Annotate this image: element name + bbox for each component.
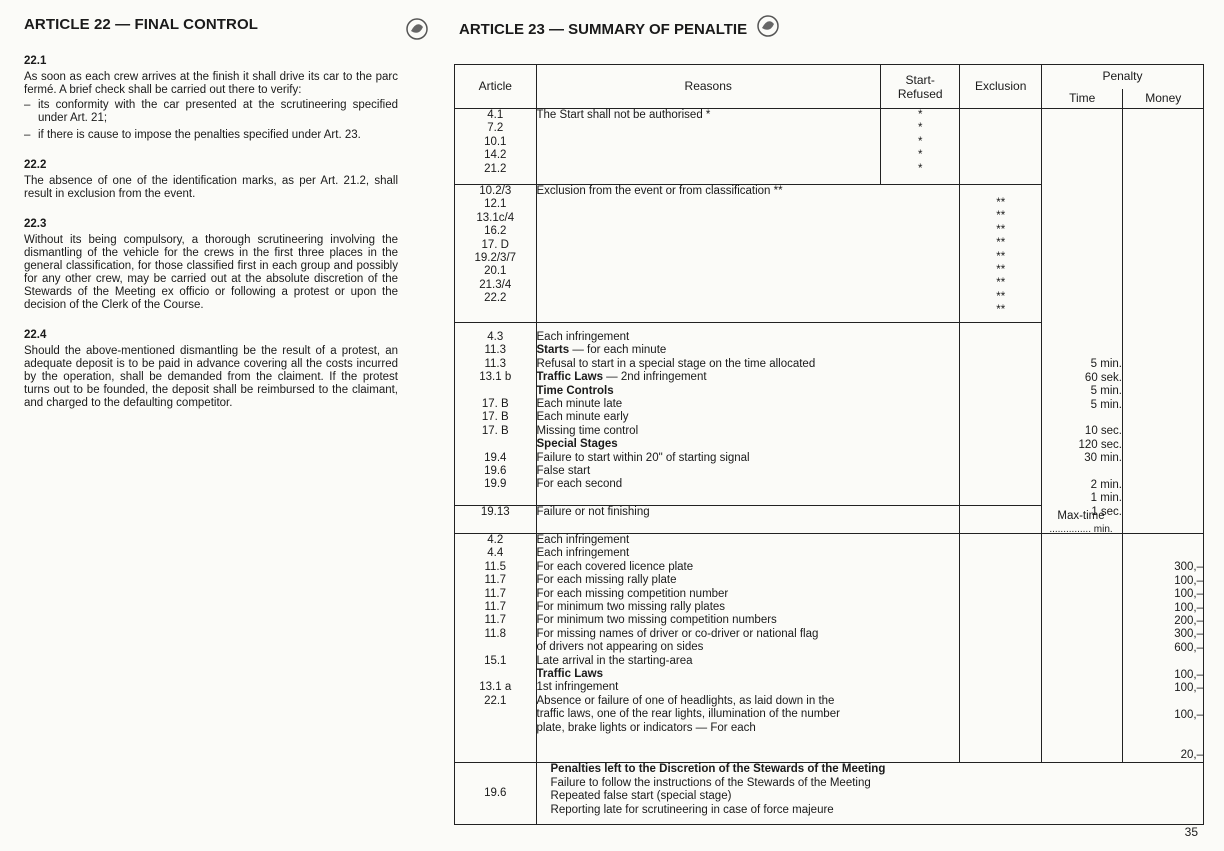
article-ref: 11.3 xyxy=(484,357,507,370)
article-ref: 21.2 xyxy=(484,162,507,175)
reason-text: 1st infringement xyxy=(536,681,619,694)
reason-text xyxy=(537,398,960,411)
mark: * xyxy=(917,162,923,175)
article-ref: 11.7 xyxy=(484,587,507,600)
time-value xyxy=(1044,412,1122,425)
money-value xyxy=(1123,736,1203,749)
reason-text: For minimum two missing rally plates xyxy=(536,601,726,614)
time-value: 2 min. xyxy=(1090,478,1122,491)
article-ref xyxy=(455,668,536,681)
header-start-refused: Start- Refused xyxy=(880,65,959,109)
section-22-2 xyxy=(24,159,398,201)
mark: ** xyxy=(996,277,1006,290)
reason-heading: Penalties left to the Discretion of the Stewards of the Meeting xyxy=(550,763,886,776)
header-reasons: Reasons xyxy=(536,65,880,109)
article-ref: 12.1 xyxy=(484,198,507,211)
article-ref: 20.1 xyxy=(484,265,507,278)
header-row xyxy=(455,65,1204,89)
reason-text: Each infringement xyxy=(536,547,630,560)
article-cell xyxy=(455,185,537,323)
article-ref: 11.7 xyxy=(484,601,507,614)
reason-text xyxy=(537,411,960,424)
section-heading: 22.1 xyxy=(24,55,47,67)
reason-label: Refusal to start in a special stage on the time allocated xyxy=(536,357,816,370)
article-ref: 17. B xyxy=(481,424,509,437)
article-ref: 21.3/4 xyxy=(479,278,512,291)
article-ref: 4.3 xyxy=(487,331,504,343)
section-text: Without its being compulsory, a thorough scrutineering involving the dismantling of the vehicle for the crews in the first three places in the general classification, for those classified first in each group and possibly for any other crew, may be carried out at the absolute discretion of the Stewards of the Meeting ex officio or following a protest or upon the decision of the Clerk of the Course. xyxy=(24,234,398,311)
reason-text xyxy=(537,344,960,357)
money-cell xyxy=(1123,534,1204,763)
reason-text xyxy=(537,358,960,371)
reason-label: Traffic Laws xyxy=(536,371,603,384)
page-number: 35 xyxy=(1184,825,1198,839)
article-ref: 15.1 xyxy=(484,654,507,667)
article-ref: 19.9 xyxy=(484,478,507,491)
reason-text: For minimum two missing competition numbers xyxy=(536,614,777,627)
article-ref: 10.1 xyxy=(484,135,507,148)
bullet-item: – its conformity with the car presented at the scrutineering specified under Art. 21; xyxy=(24,99,398,125)
reason-label: False start xyxy=(536,464,591,477)
exclusion-cell xyxy=(960,323,1042,506)
reason-text xyxy=(537,478,960,491)
article-ref: 11.7 xyxy=(484,614,507,627)
article-ref: 13.1c/4 xyxy=(476,211,515,224)
bullet-item: – if there is cause to impose the penalties specified under Art. 23. xyxy=(24,129,398,142)
money-value: 100,– xyxy=(1174,668,1203,681)
max-time-min: ............... min. xyxy=(1049,524,1113,535)
reason-text: Failure or not finishing xyxy=(536,506,650,519)
article-cell xyxy=(455,109,537,185)
article-ref: 17. D xyxy=(481,238,509,251)
exclusion-cell xyxy=(960,506,1042,534)
money-value: 600,– xyxy=(1174,641,1203,654)
article-ref: 4.4 xyxy=(487,547,504,560)
article-ref xyxy=(455,708,536,721)
reason-text xyxy=(537,331,960,344)
time-value: 1 min. xyxy=(1090,492,1122,505)
reason-label: Special Stages xyxy=(536,438,618,451)
mark: ** xyxy=(996,237,1006,250)
time-values xyxy=(1044,345,1122,519)
reason-text: For missing names of driver or co-driver or national flag xyxy=(536,627,819,640)
reason-text: Each infringement xyxy=(536,534,630,547)
reason-text: Traffic Laws xyxy=(536,667,603,680)
rally-emblem-icon xyxy=(755,13,781,39)
table-row xyxy=(455,763,1204,825)
section-heading: 22.4 xyxy=(24,329,47,341)
reason-label: Each minute late xyxy=(536,397,623,410)
money-value: 100,– xyxy=(1174,681,1203,694)
reason-text xyxy=(537,492,960,505)
time-value: 5 min. xyxy=(1090,398,1122,411)
max-time-cell xyxy=(1040,510,1122,536)
money-value: 100,– xyxy=(1174,574,1203,587)
article-cell xyxy=(455,323,537,506)
article-ref: 13.1 a xyxy=(479,681,512,694)
reason-text: Absence or failure of one of headlights, as laid down in the xyxy=(536,694,835,707)
money-value: 300,– xyxy=(1174,628,1203,641)
article-ref: 22.1 xyxy=(484,694,507,707)
time-value: 5 min. xyxy=(1090,358,1122,371)
money-value xyxy=(1123,722,1203,735)
article-ref: 16.2 xyxy=(484,225,507,238)
section-heading: 22.3 xyxy=(24,218,47,230)
article-ref: 11.5 xyxy=(484,560,507,573)
article-ref: 17. B xyxy=(481,411,509,424)
article-ref: 19.6 xyxy=(484,464,507,477)
article-ref: 17. B xyxy=(481,397,509,410)
mark: * xyxy=(917,122,923,135)
article-ref: 11.7 xyxy=(484,574,507,587)
article-ref xyxy=(455,641,536,654)
header-article: Article xyxy=(455,65,537,109)
section-text: Should the above-mentioned dismantling be the result of a protest, an adequate deposit is to be paid in advance covering all the costs incurred by the operation, shall be demanded from the claiment. If the protest turns out to be founded, the deposit shall be reimbursed to the claimant, and charged to the defaulting competitor. xyxy=(24,345,398,409)
time-value: 120 sec. xyxy=(1078,438,1122,451)
reason-cell xyxy=(536,109,880,185)
reason-cell xyxy=(536,763,1203,825)
reason-text xyxy=(537,425,960,438)
reason-suffix: — for each minute xyxy=(569,344,667,357)
article-cell xyxy=(455,534,537,763)
mark: ** xyxy=(996,290,1006,303)
article-ref: 19.4 xyxy=(484,451,507,464)
article-ref: 19.2/3/7 xyxy=(474,251,517,264)
reason-cell xyxy=(536,506,960,534)
article-ref: 7.2 xyxy=(487,122,504,135)
money-value: 200,– xyxy=(1174,615,1203,628)
money-value: 100,– xyxy=(1174,588,1203,601)
left-column xyxy=(24,16,398,427)
section-text: The absence of one of the identification marks, as per Art. 21.2, shall result in exclusion from the event. xyxy=(24,175,398,200)
money-value: 100,– xyxy=(1174,601,1203,614)
article-ref xyxy=(455,722,536,735)
article-ref xyxy=(455,385,536,398)
exclusion-cell xyxy=(960,109,1042,185)
article-ref: 10.2/3 xyxy=(479,185,512,197)
header-exclusion: Exclusion xyxy=(960,65,1042,109)
money-value xyxy=(1123,655,1203,668)
article-ref: 13.1 b xyxy=(479,371,512,384)
article-23-title: ARTICLE 23 — SUMMARY OF PENALTIE xyxy=(459,21,748,38)
exclusion-cell xyxy=(960,534,1042,763)
mark: ** xyxy=(996,197,1006,209)
money-value xyxy=(1123,695,1203,708)
start-refused-cell xyxy=(880,109,959,185)
article-ref: 11.3 xyxy=(484,344,507,357)
reason-text: For each missing rally plate xyxy=(536,574,677,587)
article-ref xyxy=(455,735,536,748)
reason-label: Each infringement xyxy=(536,331,630,343)
money-cell xyxy=(1123,109,1204,534)
time-value: 10 sec. xyxy=(1084,425,1122,438)
exclusion-cell xyxy=(960,185,1042,323)
reason-text: Failure to follow the instructions of the Stewards of the Meeting xyxy=(550,776,871,789)
article-ref: 22.2 xyxy=(484,292,507,305)
reason-cell xyxy=(536,185,960,323)
reason-text: The Start shall not be authorised * xyxy=(536,109,711,121)
time-value xyxy=(1044,466,1122,479)
section-22-1 xyxy=(24,55,398,142)
section-text: As soon as each crew arrives at the finish it shall drive its car to the parc fermé. A brief check shall be carried out there to verify: xyxy=(24,71,398,96)
reason-cell xyxy=(536,323,960,506)
reason-label: For each second xyxy=(536,478,623,491)
time-value xyxy=(1044,345,1122,358)
mark: * xyxy=(917,135,923,148)
reason-text: Late arrival in the starting-area xyxy=(536,654,693,667)
reason-text: Reporting late for scrutineering in case of force majeure xyxy=(550,803,834,816)
reason-text: Exclusion from the event or from classification ** xyxy=(536,185,783,197)
mark: ** xyxy=(996,263,1006,276)
time-value: 5 min. xyxy=(1090,385,1122,398)
article-ref xyxy=(455,438,536,451)
header-time: Time xyxy=(1041,89,1123,109)
mark: ** xyxy=(996,210,1006,223)
section-22-3 xyxy=(24,218,398,312)
reason-text: For each covered licence plate xyxy=(536,560,694,573)
reason-label: Failure to start within 20" of starting signal xyxy=(536,451,750,464)
mark: * xyxy=(917,109,923,121)
time-cell xyxy=(1041,534,1123,763)
reason-text xyxy=(537,371,960,384)
article-ref: 4.1 xyxy=(487,109,504,121)
mark: * xyxy=(917,149,923,162)
table-row xyxy=(455,534,1204,763)
time-value: 60 sek. xyxy=(1084,371,1122,384)
reason-text: of drivers not appearing on sides xyxy=(536,641,704,654)
time-value: 1 sec. xyxy=(1091,505,1122,518)
reason-label: Each minute early xyxy=(536,411,629,424)
reason-label: Missing time control xyxy=(536,424,639,437)
money-value: 20,– xyxy=(1180,748,1203,761)
reason-text: plate, brake lights or indicators — For each xyxy=(536,721,756,734)
reason-text xyxy=(537,438,960,451)
article-ref: 14.2 xyxy=(484,149,507,162)
reason-cell xyxy=(536,534,960,763)
article-ref: 19.13 xyxy=(480,506,510,519)
time-value: 30 min. xyxy=(1084,452,1122,465)
money-value: 300,– xyxy=(1174,561,1203,574)
bullet-list xyxy=(24,99,398,142)
reason-suffix: — 2nd infringement xyxy=(602,371,707,384)
mark: ** xyxy=(996,304,1006,317)
reason-label: Starts xyxy=(536,344,570,357)
article-22-title: ARTICLE 22 — FINAL CONTROL xyxy=(24,16,258,33)
reason-text: For each missing competition number xyxy=(536,587,729,600)
mark: ** xyxy=(996,250,1006,263)
article-ref xyxy=(455,492,536,505)
section-22-4 xyxy=(24,329,398,410)
reason-text: Repeated false start (special stage) xyxy=(550,790,732,803)
reason-text: traffic laws, one of the rear lights, illumination of the number xyxy=(536,708,840,721)
max-time-label: Max-time xyxy=(1057,510,1105,522)
table-row xyxy=(455,109,1204,185)
article-ref: 19.6 xyxy=(484,787,507,800)
reason-text xyxy=(537,465,960,478)
article-ref: 11.8 xyxy=(484,627,507,640)
money-value: 100,– xyxy=(1174,708,1203,721)
section-heading: 22.2 xyxy=(24,159,47,171)
article-cell xyxy=(455,763,537,825)
rally-emblem-icon xyxy=(404,16,430,42)
article-ref: 4.2 xyxy=(487,534,504,547)
reason-text xyxy=(537,452,960,465)
money-value xyxy=(1123,548,1203,561)
reason-text xyxy=(537,735,960,748)
header-penalty: Penalty xyxy=(1041,65,1203,89)
article-cell xyxy=(455,506,537,534)
header-money: Money xyxy=(1123,89,1204,109)
reason-text xyxy=(537,385,960,398)
mark: ** xyxy=(996,223,1006,236)
reason-label: Time Controls xyxy=(536,384,614,397)
